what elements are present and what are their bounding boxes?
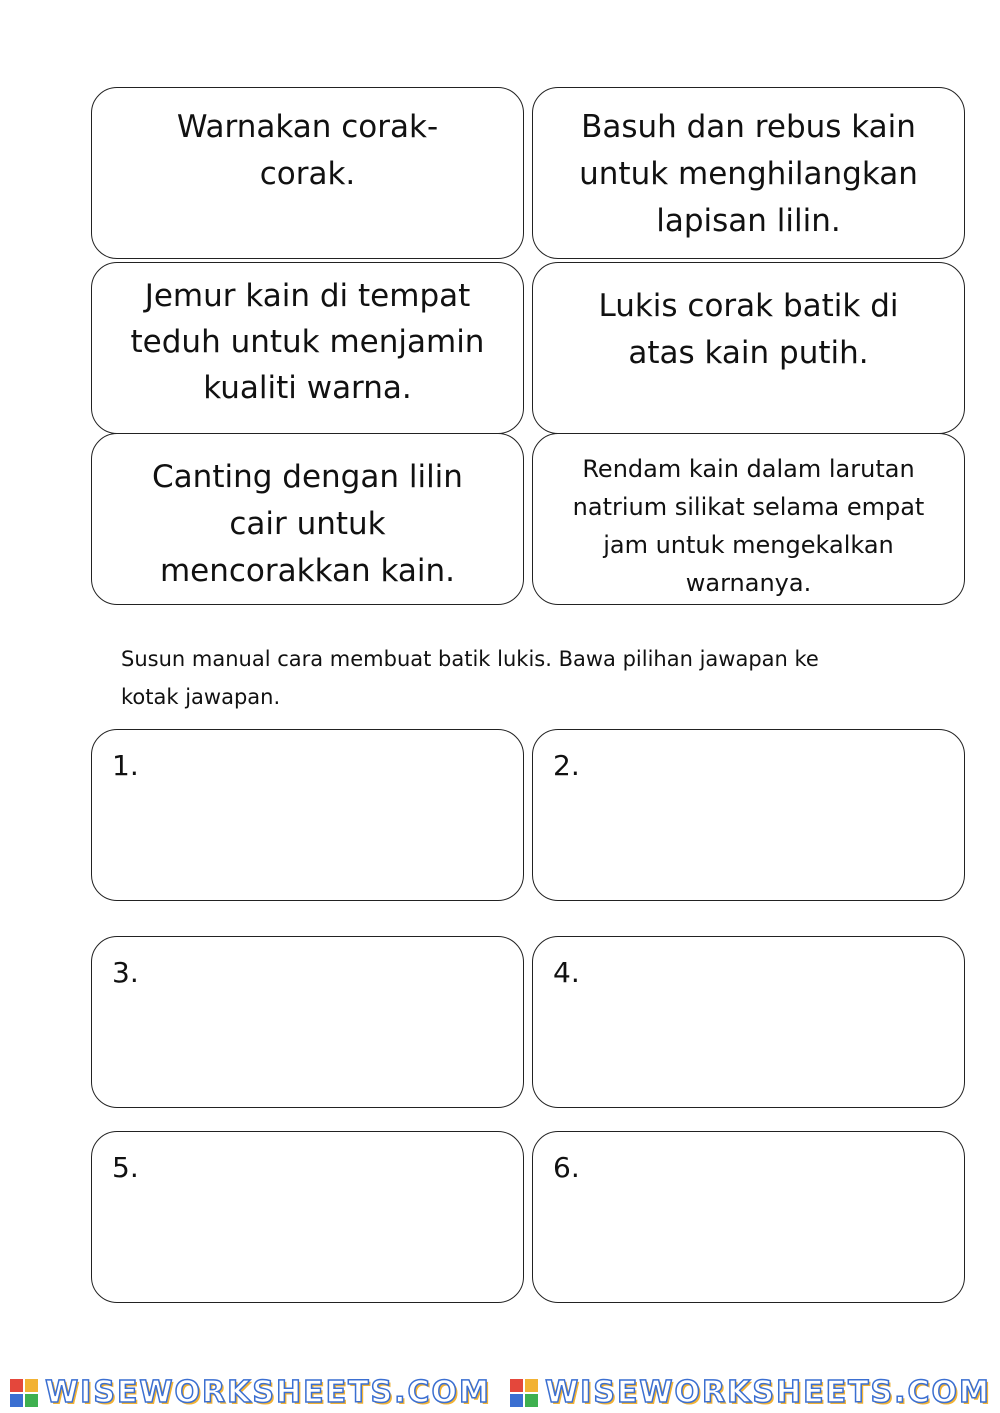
answer-box-2[interactable]	[532, 729, 965, 901]
answer-box-5[interactable]	[91, 1131, 524, 1303]
footer-watermark	[0, 1372, 1000, 1413]
answer-box-number: 4.	[553, 956, 580, 989]
option-card-text: Jemur kain di tempat teduh untuk menjamin kualiti warna.	[130, 278, 485, 406]
option-card-text: Lukis corak batik di atas kain putih.	[598, 288, 899, 371]
option-card-text: Canting dengan lilin cair untuk mencorakkan kain.	[152, 459, 463, 589]
answer-box-number: 1.	[112, 749, 139, 782]
option-card-basuh[interactable]	[532, 87, 965, 259]
answer-box-3[interactable]	[91, 936, 524, 1108]
wiseworksheets-logo-icon	[509, 1378, 539, 1408]
option-card-text: Rendam kain dalam larutan natrium silikat selama empat jam untuk mengekalkan warnanya.	[572, 455, 925, 597]
option-card-text: Warnakan corak- corak.	[176, 109, 439, 192]
answer-box-number: 3.	[112, 956, 139, 989]
answer-box-4[interactable]	[532, 936, 965, 1108]
answer-box-number: 6.	[553, 1151, 580, 1184]
option-card-canting[interactable]	[91, 433, 524, 605]
wiseworksheets-logo-icon	[9, 1378, 39, 1408]
answer-box-1[interactable]	[91, 729, 524, 901]
footer-watermark-text: WISEWORKSHEETS.COM	[545, 1375, 991, 1410]
instruction-text: Susun manual cara membuat batik lukis. Bawa pilihan jawapan ke kotak jawapan.	[121, 647, 819, 709]
option-card-lukis[interactable]	[532, 262, 965, 434]
option-card-jemur[interactable]	[91, 262, 524, 434]
footer-watermark-text: WISEWORKSHEETS.COM	[45, 1375, 491, 1410]
footer-watermark-unit	[9, 1375, 491, 1410]
answer-box-number: 5.	[112, 1151, 139, 1184]
answer-box-number: 2.	[553, 749, 580, 782]
answer-box-6[interactable]	[532, 1131, 965, 1303]
option-card-rendam[interactable]	[532, 433, 965, 605]
footer-watermark-unit	[509, 1375, 991, 1410]
option-card-warnakan[interactable]	[91, 87, 524, 259]
option-card-text: Basuh dan rebus kain untuk menghilangkan lapisan lilin.	[579, 109, 918, 239]
